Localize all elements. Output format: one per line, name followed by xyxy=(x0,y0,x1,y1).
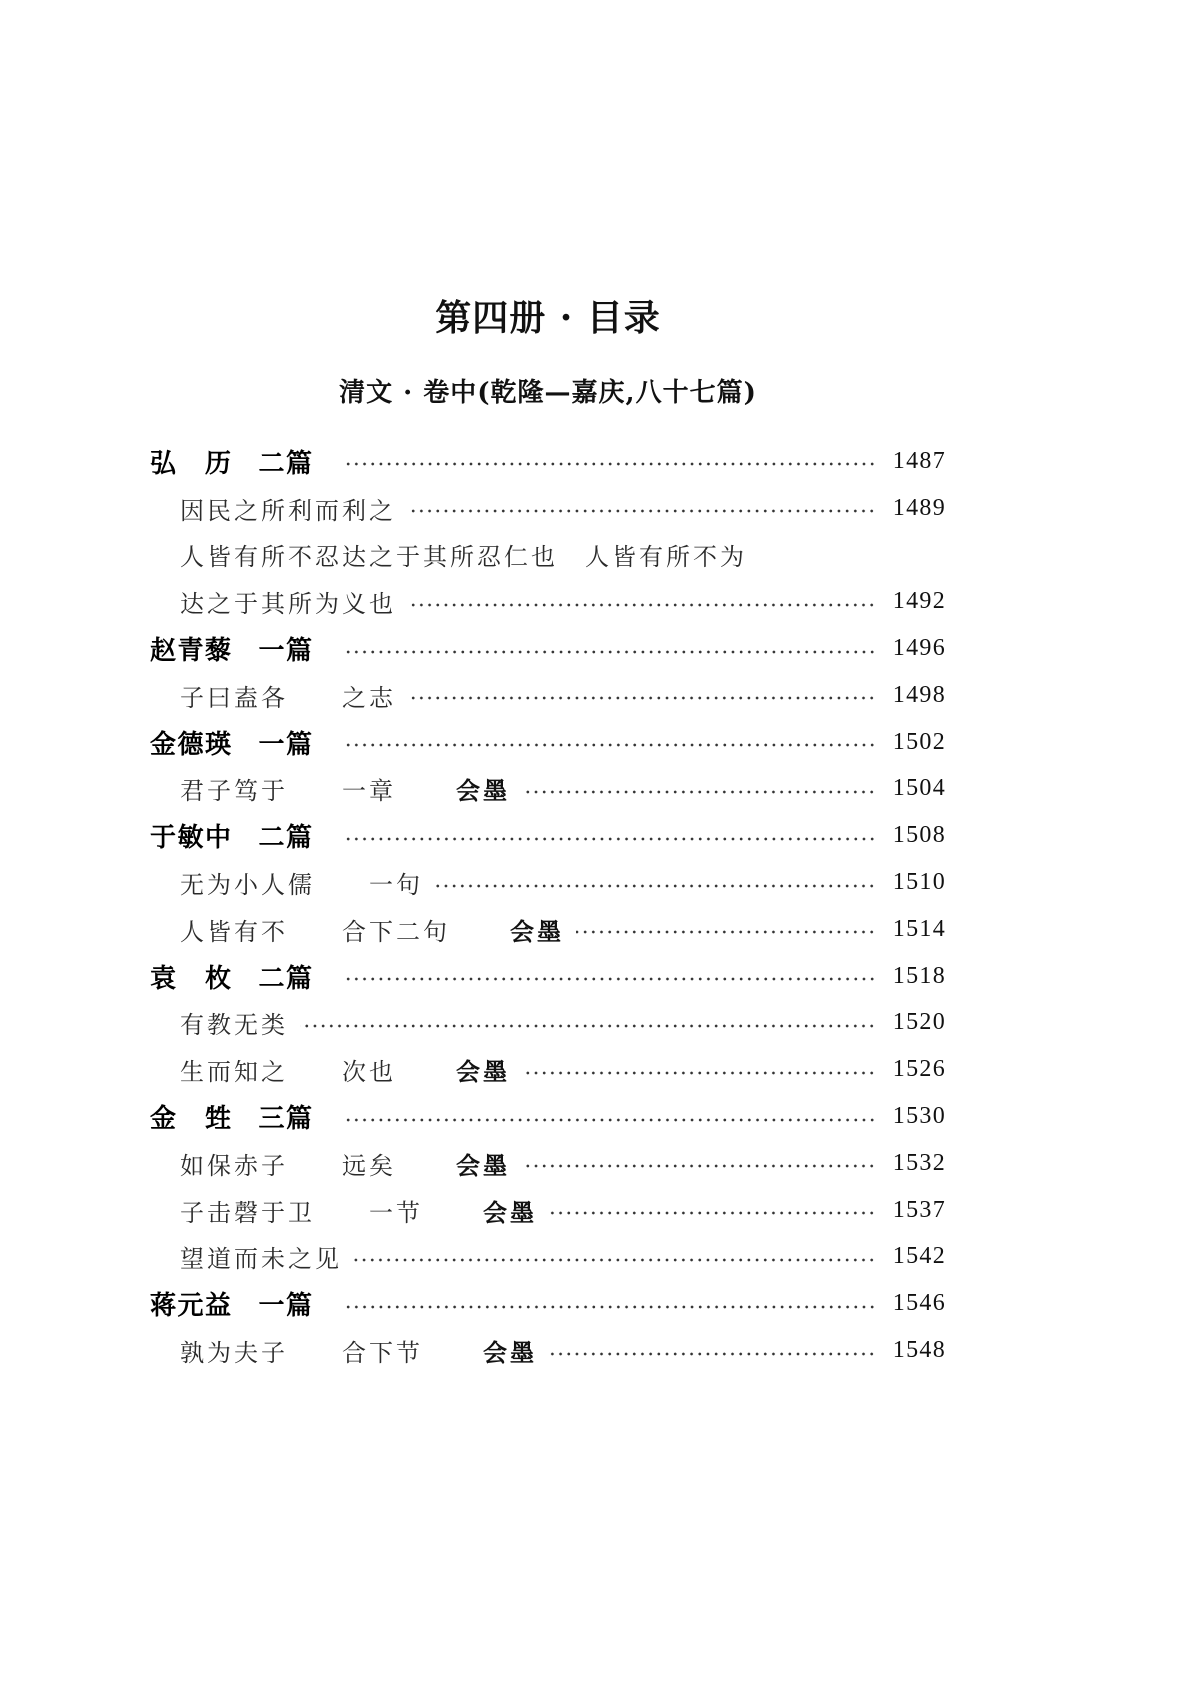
dot-leader xyxy=(576,929,876,935)
work-tag: 会墨 xyxy=(456,1150,510,1180)
toc-work-row xyxy=(150,1140,946,1187)
author-piece-count: 三篇 xyxy=(258,1104,314,1135)
page-number: 1514 xyxy=(892,915,946,942)
toc-work-row xyxy=(150,1234,946,1281)
page-number: 1530 xyxy=(892,1103,946,1130)
page-number: 1502 xyxy=(892,728,946,755)
dot-leader xyxy=(342,461,876,467)
work-title: 生而知之 次也 xyxy=(180,1058,396,1087)
work-title: 君子笃于 一章 xyxy=(180,777,396,806)
dot-leader xyxy=(354,1257,876,1263)
work-tag: 会墨 xyxy=(483,1197,537,1227)
work-title: 因民之所利而利之 xyxy=(180,496,396,525)
work-title: 有教无类 xyxy=(180,1011,288,1040)
page-title: 第四册 · 目录 xyxy=(435,297,661,339)
page-number: 1504 xyxy=(892,775,946,802)
dot-leader xyxy=(549,1351,876,1357)
author-name: 于敏中 xyxy=(150,823,233,854)
toc-author-row xyxy=(150,953,946,1000)
toc-work-row xyxy=(150,1000,946,1047)
dot-leader xyxy=(342,742,876,748)
toc-work-row xyxy=(150,766,946,813)
work-title: 达之于其所为义也 xyxy=(180,590,396,619)
page-number: 1546 xyxy=(892,1290,946,1317)
author-piece-count: 一篇 xyxy=(258,1291,314,1322)
dot-leader xyxy=(522,1070,876,1076)
dot-leader xyxy=(342,1304,876,1310)
work-title: 子击磬于卫 一节 xyxy=(180,1198,423,1227)
toc-author-row xyxy=(150,719,946,766)
page-number: 1520 xyxy=(892,1009,946,1036)
author-piece-count: 二篇 xyxy=(258,823,314,854)
author-name: 蒋元益 xyxy=(150,1291,233,1322)
toc-work-row xyxy=(150,1187,946,1234)
work-title: 无为小人儒 一句 xyxy=(180,871,423,900)
work-title: 望道而未之见 xyxy=(180,1245,342,1274)
toc-author-row xyxy=(150,438,946,485)
work-title: 如保赤子 远矣 xyxy=(180,1151,396,1180)
work-title: 孰为夫子 合下节 xyxy=(180,1339,423,1368)
page-number: 1537 xyxy=(892,1196,946,1223)
work-title: 人皆有所不忍达之于其所忍仁也 人皆有所不为 xyxy=(180,543,747,572)
page-number: 1498 xyxy=(892,681,946,708)
author-name: 赵青藜 xyxy=(150,636,233,667)
dot-leader xyxy=(522,789,876,795)
dot-leader xyxy=(342,976,876,982)
page-number: 1532 xyxy=(892,1149,946,1176)
dot-leader xyxy=(408,695,876,701)
toc-author-row xyxy=(150,625,946,672)
author-piece-count: 二篇 xyxy=(258,448,314,479)
work-title: 人皆有不 合下二句 xyxy=(180,917,450,946)
page-number: 1548 xyxy=(892,1337,946,1364)
work-tag: 会墨 xyxy=(456,1057,510,1087)
dot-leader xyxy=(342,836,876,842)
work-tag: 会墨 xyxy=(483,1338,537,1368)
page-number: 1492 xyxy=(892,588,946,615)
table-of-contents xyxy=(150,438,946,1374)
author-piece-count: 二篇 xyxy=(258,963,314,994)
author-name: 弘 历 xyxy=(150,448,233,479)
page-number: 1526 xyxy=(892,1056,946,1083)
page-number: 1496 xyxy=(892,635,946,662)
author-name: 金德瑛 xyxy=(150,729,233,760)
work-title: 子曰盍各 之志 xyxy=(180,683,396,712)
author-piece-count: 一篇 xyxy=(258,636,314,667)
toc-work-row xyxy=(150,1327,946,1374)
page-number: 1489 xyxy=(892,494,946,521)
page-number: 1487 xyxy=(892,447,946,474)
dot-leader xyxy=(435,883,876,889)
work-tag: 会墨 xyxy=(510,916,564,946)
toc-work-row xyxy=(150,859,946,906)
toc-work-row xyxy=(150,485,946,532)
page-number: 1518 xyxy=(892,962,946,989)
section-subtitle: 清文 · 卷中(乾隆—嘉庆,八十七篇) xyxy=(339,378,757,408)
author-name: 袁 枚 xyxy=(150,963,233,994)
toc-work-row xyxy=(150,906,946,953)
dot-leader xyxy=(549,1210,876,1216)
dot-leader xyxy=(408,602,876,608)
author-piece-count: 一篇 xyxy=(258,729,314,760)
dot-leader xyxy=(342,1117,876,1123)
toc-work-row xyxy=(150,672,946,719)
toc-author-row xyxy=(150,812,946,859)
toc-work-row xyxy=(150,1046,946,1093)
page-number: 1542 xyxy=(892,1243,946,1270)
toc-author-row xyxy=(150,1093,946,1140)
dot-leader xyxy=(300,1023,876,1029)
page-number: 1508 xyxy=(892,822,946,849)
dot-leader xyxy=(522,1163,876,1169)
page-number: 1510 xyxy=(892,869,946,896)
toc-work-row xyxy=(150,578,946,625)
author-name: 金 甡 xyxy=(150,1104,233,1135)
dot-leader xyxy=(408,508,876,514)
toc-work-row xyxy=(150,532,946,579)
dot-leader xyxy=(342,649,876,655)
toc-author-row xyxy=(150,1280,946,1327)
work-tag: 会墨 xyxy=(456,776,510,806)
